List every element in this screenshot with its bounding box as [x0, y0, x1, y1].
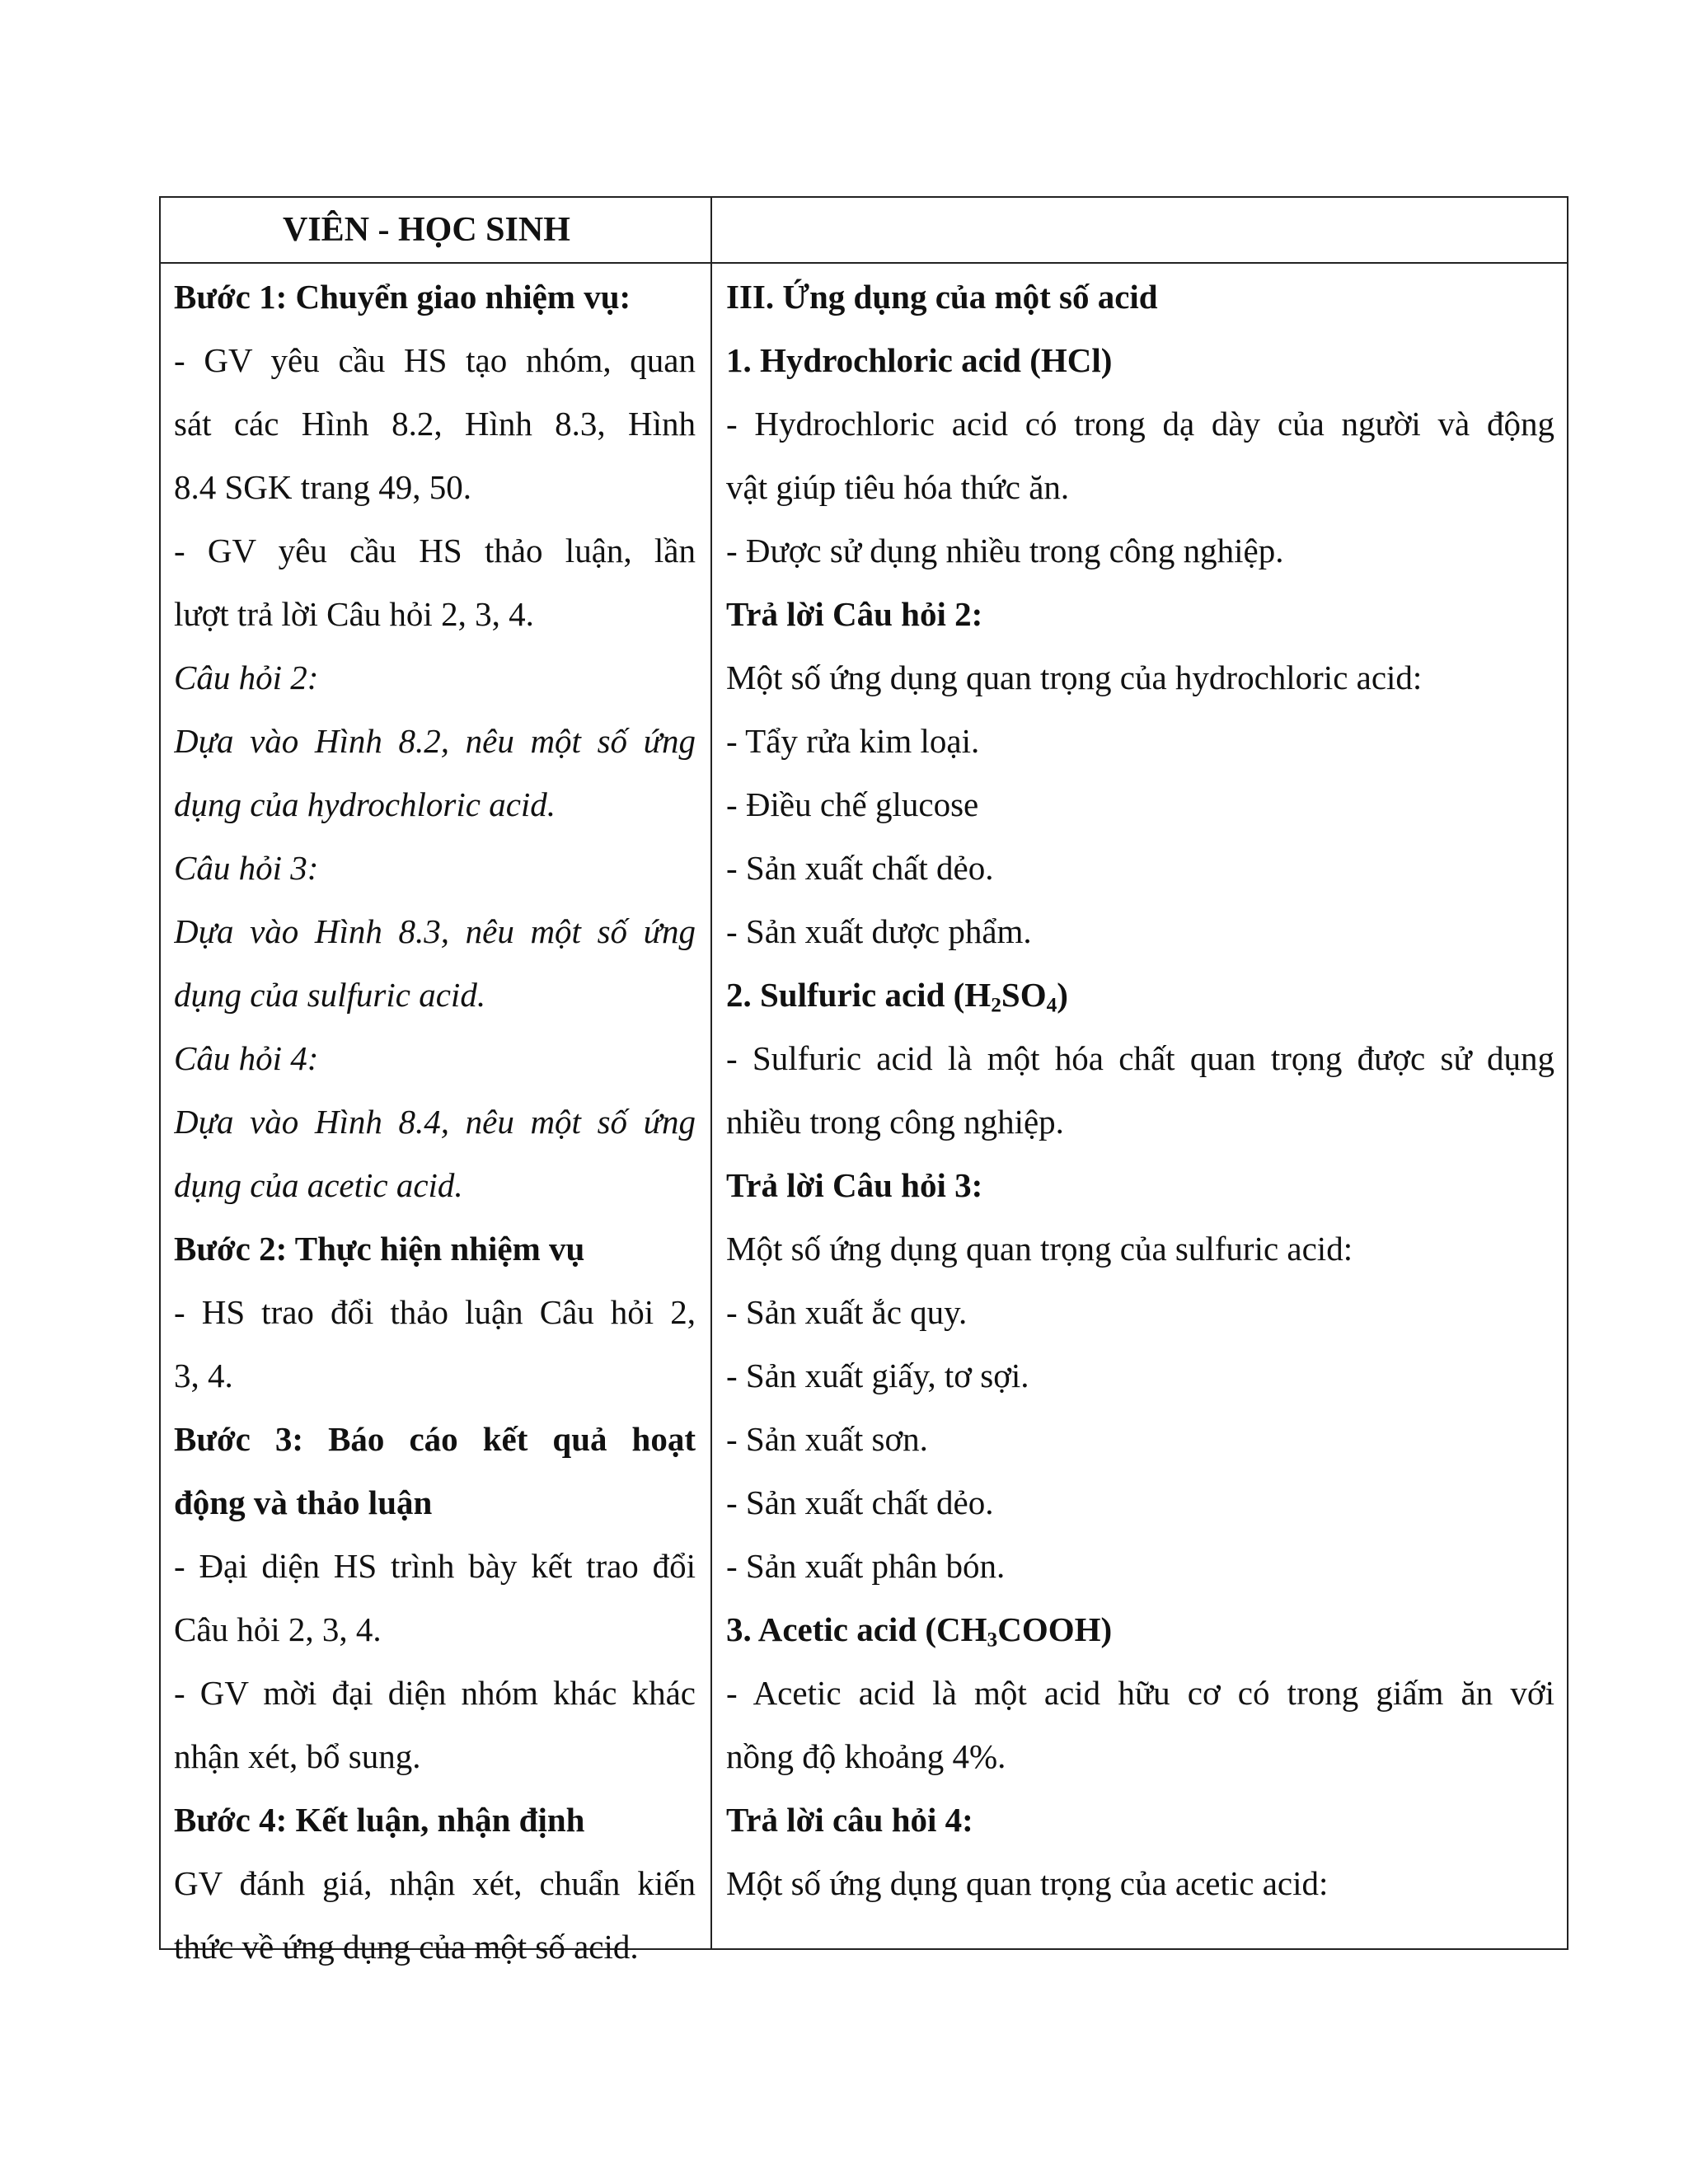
text-line: vật giúp tiêu hóa thức ăn.: [726, 468, 1070, 506]
header-divider: [161, 262, 1567, 264]
subsection-heading: 3. Acetic acid $(CH_3COOH)$: [726, 1610, 1113, 1652]
text-line: 3, 4.: [174, 1357, 233, 1394]
text-line: GV đánh giá, nhận xét, chuẩn kiến: [174, 1864, 696, 1902]
column-divider: [710, 198, 712, 1948]
text-line: - Sản xuất phân bón.: [726, 1547, 1006, 1585]
header-left-cell: VIÊN - HỌC SINH: [283, 211, 570, 249]
text-line: - Điều chế glucose: [726, 785, 979, 823]
lesson-content-column: [726, 265, 1554, 1915]
text-line: động và thảo luận: [174, 1483, 433, 1521]
text-line: - Sản xuất giấy, tơ sợi.: [726, 1357, 1029, 1394]
text-line: Một số ứng dụng quan trọng của sulfuric acid:: [726, 1230, 1353, 1268]
text-line: - GV yêu cầu HS thảo luận, lần: [174, 532, 696, 569]
text-line: - Acetic acid là một acid hữu cơ có trong giấm ăn với: [726, 1674, 1554, 1712]
text-line: - Sản xuất dược phẩm.: [726, 912, 1032, 950]
subsection-heading: 1. Hydrochloric acid (HCl): [726, 341, 1113, 379]
text-line: Bước 4: Kết luận, nhận định: [174, 1801, 585, 1839]
answer-heading: Trả lời câu hỏi 4:: [726, 1801, 973, 1839]
text-line: - Sản xuất ắc quy.: [726, 1293, 968, 1331]
section-heading: III. Ứng dụng của một số acid: [726, 278, 1158, 316]
text-line: Câu hỏi 3:: [174, 849, 319, 887]
answer-heading: Trả lời Câu hỏi 3:: [726, 1166, 983, 1204]
text-line: Bước 3: Báo cáo kết quả hoạt: [174, 1420, 696, 1458]
text-line: - HS trao đổi thảo luận Câu hỏi 2,: [174, 1293, 696, 1331]
answer-heading: Trả lời Câu hỏi 2:: [726, 595, 983, 633]
text-line: Câu hỏi 2, 3, 4.: [174, 1610, 382, 1648]
text-line: nhận xét, bổ sung.: [174, 1737, 421, 1775]
text-line: - Sản xuất chất dẻo.: [726, 849, 994, 887]
text-line: nhiều trong công nghiệp.: [726, 1103, 1064, 1141]
text-line: Một số ứng dụng quan trọng của hydrochloric acid:: [726, 658, 1423, 696]
text-line: - Đại diện HS trình bày kết trao đổi: [174, 1547, 696, 1585]
text-line: Câu hỏi 4:: [174, 1039, 319, 1077]
text-line: - Được sử dụng nhiều trong công nghiệp.: [726, 532, 1284, 569]
text-line: nồng độ khoảng 4%.: [726, 1737, 1006, 1775]
text-line: dụng của acetic acid.: [174, 1166, 463, 1204]
text-line: - Tẩy rửa kim loại.: [726, 722, 980, 760]
text-line: dụng của hydrochloric acid.: [174, 785, 556, 823]
teacher-student-activities-column: [174, 265, 696, 1979]
text-line: lượt trả lời Câu hỏi 2, 3, 4.: [174, 595, 534, 633]
text-line: - GV yêu cầu HS tạo nhóm, quan: [174, 341, 696, 379]
text-line: - Hydrochloric acid có trong dạ dày của người và động: [726, 405, 1554, 443]
text-line: - Sản xuất sơn.: [726, 1420, 928, 1458]
text-line: sát các Hình 8.2, Hình 8.3, Hình: [174, 405, 696, 443]
text-line: Dựa vào Hình 8.3, nêu một số ứng: [174, 912, 696, 950]
lesson-table: [159, 196, 1568, 1966]
text-line: Bước 2: Thực hiện nhiệm vụ: [174, 1230, 585, 1268]
text-line: Dựa vào Hình 8.4, nêu một số ứng: [174, 1103, 696, 1141]
text-line: - GV mời đại diện nhóm khác khác: [174, 1674, 696, 1712]
text-line: dụng của sulfuric acid.: [174, 976, 486, 1014]
text-line: 8.4 SGK trang 49, 50.: [174, 468, 472, 506]
text-line: Dựa vào Hình 8.2, nêu một số ứng: [174, 722, 696, 760]
text-line: - Sản xuất chất dẻo.: [726, 1483, 994, 1521]
text-line: thức về ứng dụng của một số acid.: [174, 1928, 639, 1966]
text-line: Một số ứng dụng quan trọng của acetic acid:: [726, 1864, 1329, 1902]
text-line: Bước 1: Chuyển giao nhiệm vụ:: [174, 278, 631, 316]
subsection-heading: 2. Sulfuric acid $(H_2SO_4)$: [726, 976, 1068, 1017]
text-line: - Sulfuric acid là một hóa chất quan trọng được sử dụng: [726, 1039, 1554, 1077]
text-line: Câu hỏi 2:: [174, 658, 319, 696]
